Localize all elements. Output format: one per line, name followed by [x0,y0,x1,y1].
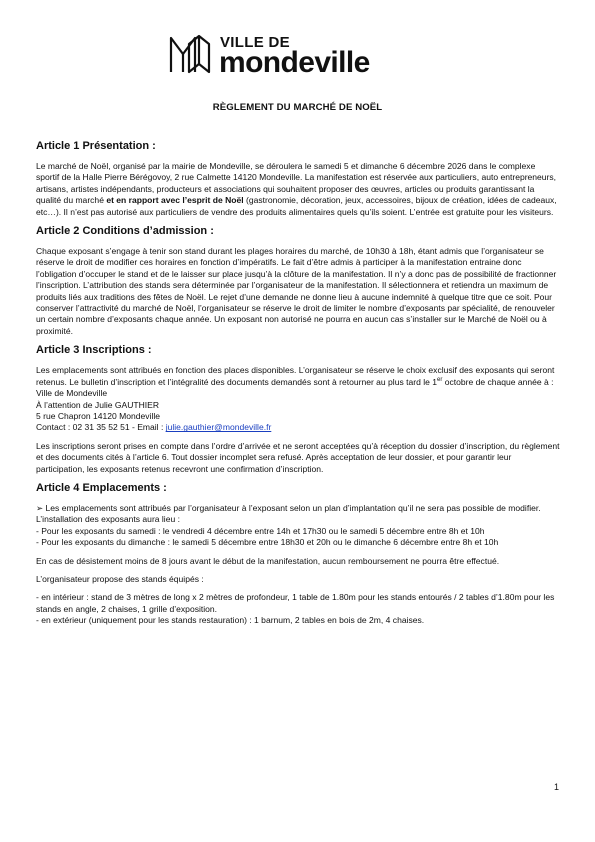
article4-list-sunday: - Pour les exposants du dimanche : le samedi 5 décembre entre 18h30 et 20h ou le dimanche 6 décembre entre 8h et 10h [36,537,499,548]
article4-heading: Article 4 Emplacements : [36,481,167,494]
contact-prefix: Contact : 02 31 35 52 51 - Email : [36,422,166,433]
city-logo [168,34,438,80]
article1-text-a: Le marché de Noël, organisé par la mairie de Mondeville, se déroulera le samedi 5 et dimanche 6 décembre 2026 dans le complexe sportif de la Halle Pierre Bérégovoy, 2 rue Calmette 14120 Mondeville. La manifestation est réservée aux particuliers, auto entrepreneurs, artisans, artistes indépendants, producteurs et associations qui souhaitent proposer des œuvres, articles ou produits garantissant la qualité du marché [36,161,557,206]
article3-text-b: octobre de chaque année à : [442,376,554,387]
address-line2: À l’attention de Julie GAUTHIER [36,399,160,410]
article3-paragraph [36,365,560,433]
logo-emblem-icon [168,34,214,76]
email-link[interactable]: julie.gauthier@mondeville.fr [165,422,272,433]
article4-paragraph2: En cas de désistement moins de 8 jours avant le début de la manifestation, aucun remboursement ne pourra être effectué. [36,555,500,566]
article4-intro: ➢ Les emplacements sont attribués par l’organisateur à l’exposant selon un plan d’implantation qu’il ne sera pas possible de modifier. L’installation des exposants aura lieu : [36,502,541,525]
article4-paragraph3: L’organisateur propose des stands équipés : [36,573,204,584]
article3-text-a: Les emplacements sont attribués en fonction des places disponibles. L’organisateur se réserve le choix exclusif des exposants qui seront retenus. Le bulletin d’inscription et l’intégralité des documents demandés sont à retourner au plus tard le 1 [36,365,555,387]
article4-paragraph1 [36,503,560,549]
article4-list-outdoor: - en extérieur (uniquement pour les stands restauration) : 1 barnum, 2 tables en bois de 2m, 4 chaises. [36,615,425,626]
address-line3: 5 rue Chapron 14120 Mondeville [36,410,161,421]
logo-line2: mondeville [219,46,370,79]
address-line1: Ville de Mondeville [36,388,108,399]
article4-list-indoor: - en intérieur : stand de 3 mètres de long x 2 mètres de profondeur, 1 table de 1.80m pour les stands entourés / 2 tables d’1.80m pour les stands en angle, 2 chaises, 1 grille d’exposition. [36,592,555,614]
article3-heading: Article 3 Inscriptions : [36,344,152,357]
document-title: RÈGLEMENT DU MARCHÉ DE NOËL [212,102,383,113]
article3-sup: er [437,376,443,383]
logo-line1: VILLE DE [220,34,290,51]
article2-paragraph: Chaque exposant s’engage à tenir son stand durant les plages horaires du marché, de 10h30 à 18h, étant admis que l’organisateur se réserve le droit de modifier ces horaires en fonction d’impératifs. Le fait d’être admis à participer à la manifestation entraine donc l’obligation d’occuper le stand et de le laisser sur place jusqu’à la clôture de la manifestation. Il n’y a donc pas de possibilité de fractionner l’inscription. L’attribution des stands sera déterminée par l’organisateur de la manifestation. Il sélectionnera et retiendra un maximum de produits liés aux traditions des fêtes de Noël. Le rejet d’une demande ne donne lieu à aucune indemnité à quelque titre que ce soit. Pour conserver l’attractivité du marché de Noël, l’organisateur se réserve le droit de limiter le nombre d’exposants par spécialité, de renouveler un certain nombre d’exposants chaque année. Un exposant non autorisé ne pourra en aucun cas s’installer sur le Marché de Noël ou à proximité. [36,246,557,336]
article1-text-bold: et en rapport avec l’esprit de Noël [106,195,244,206]
article1-paragraph [36,161,560,218]
article1-text-b: (gastronomie, décoration, jeux, accessoires, bijoux de création, idées de cadeaux, etc…). Il n’est pas autorisé aux particuliers de vendre des produits alimentaires quels qu’ils soient. L’entrée est gratuite pour les visiteurs. [36,195,557,217]
article2-heading: Article 2 Conditions d’admission : [36,225,214,238]
document-body [36,140,560,634]
article3-paragraph2: Les inscriptions seront prises en compte dans l’ordre d’arrivée et ne seront acceptées qu’à réception du dossier d’inscription, du règlement et des documents cités à l’article 6. Tout dossier incomplet sera refusé. Après acceptation de leur dossier, et pour garantir leur participation, les exposants retenus recevront une confirmation d’inscription. [36,440,560,474]
page-number: 1 [553,782,559,792]
article4-paragraph4 [36,592,560,626]
article4-list-saturday: - Pour les exposants du samedi : le vendredi 4 décembre entre 14h et 17h30 ou le samedi 5 décembre entre 8h et 10h [36,525,485,536]
article1-heading: Article 1 Présentation : [36,140,156,152]
